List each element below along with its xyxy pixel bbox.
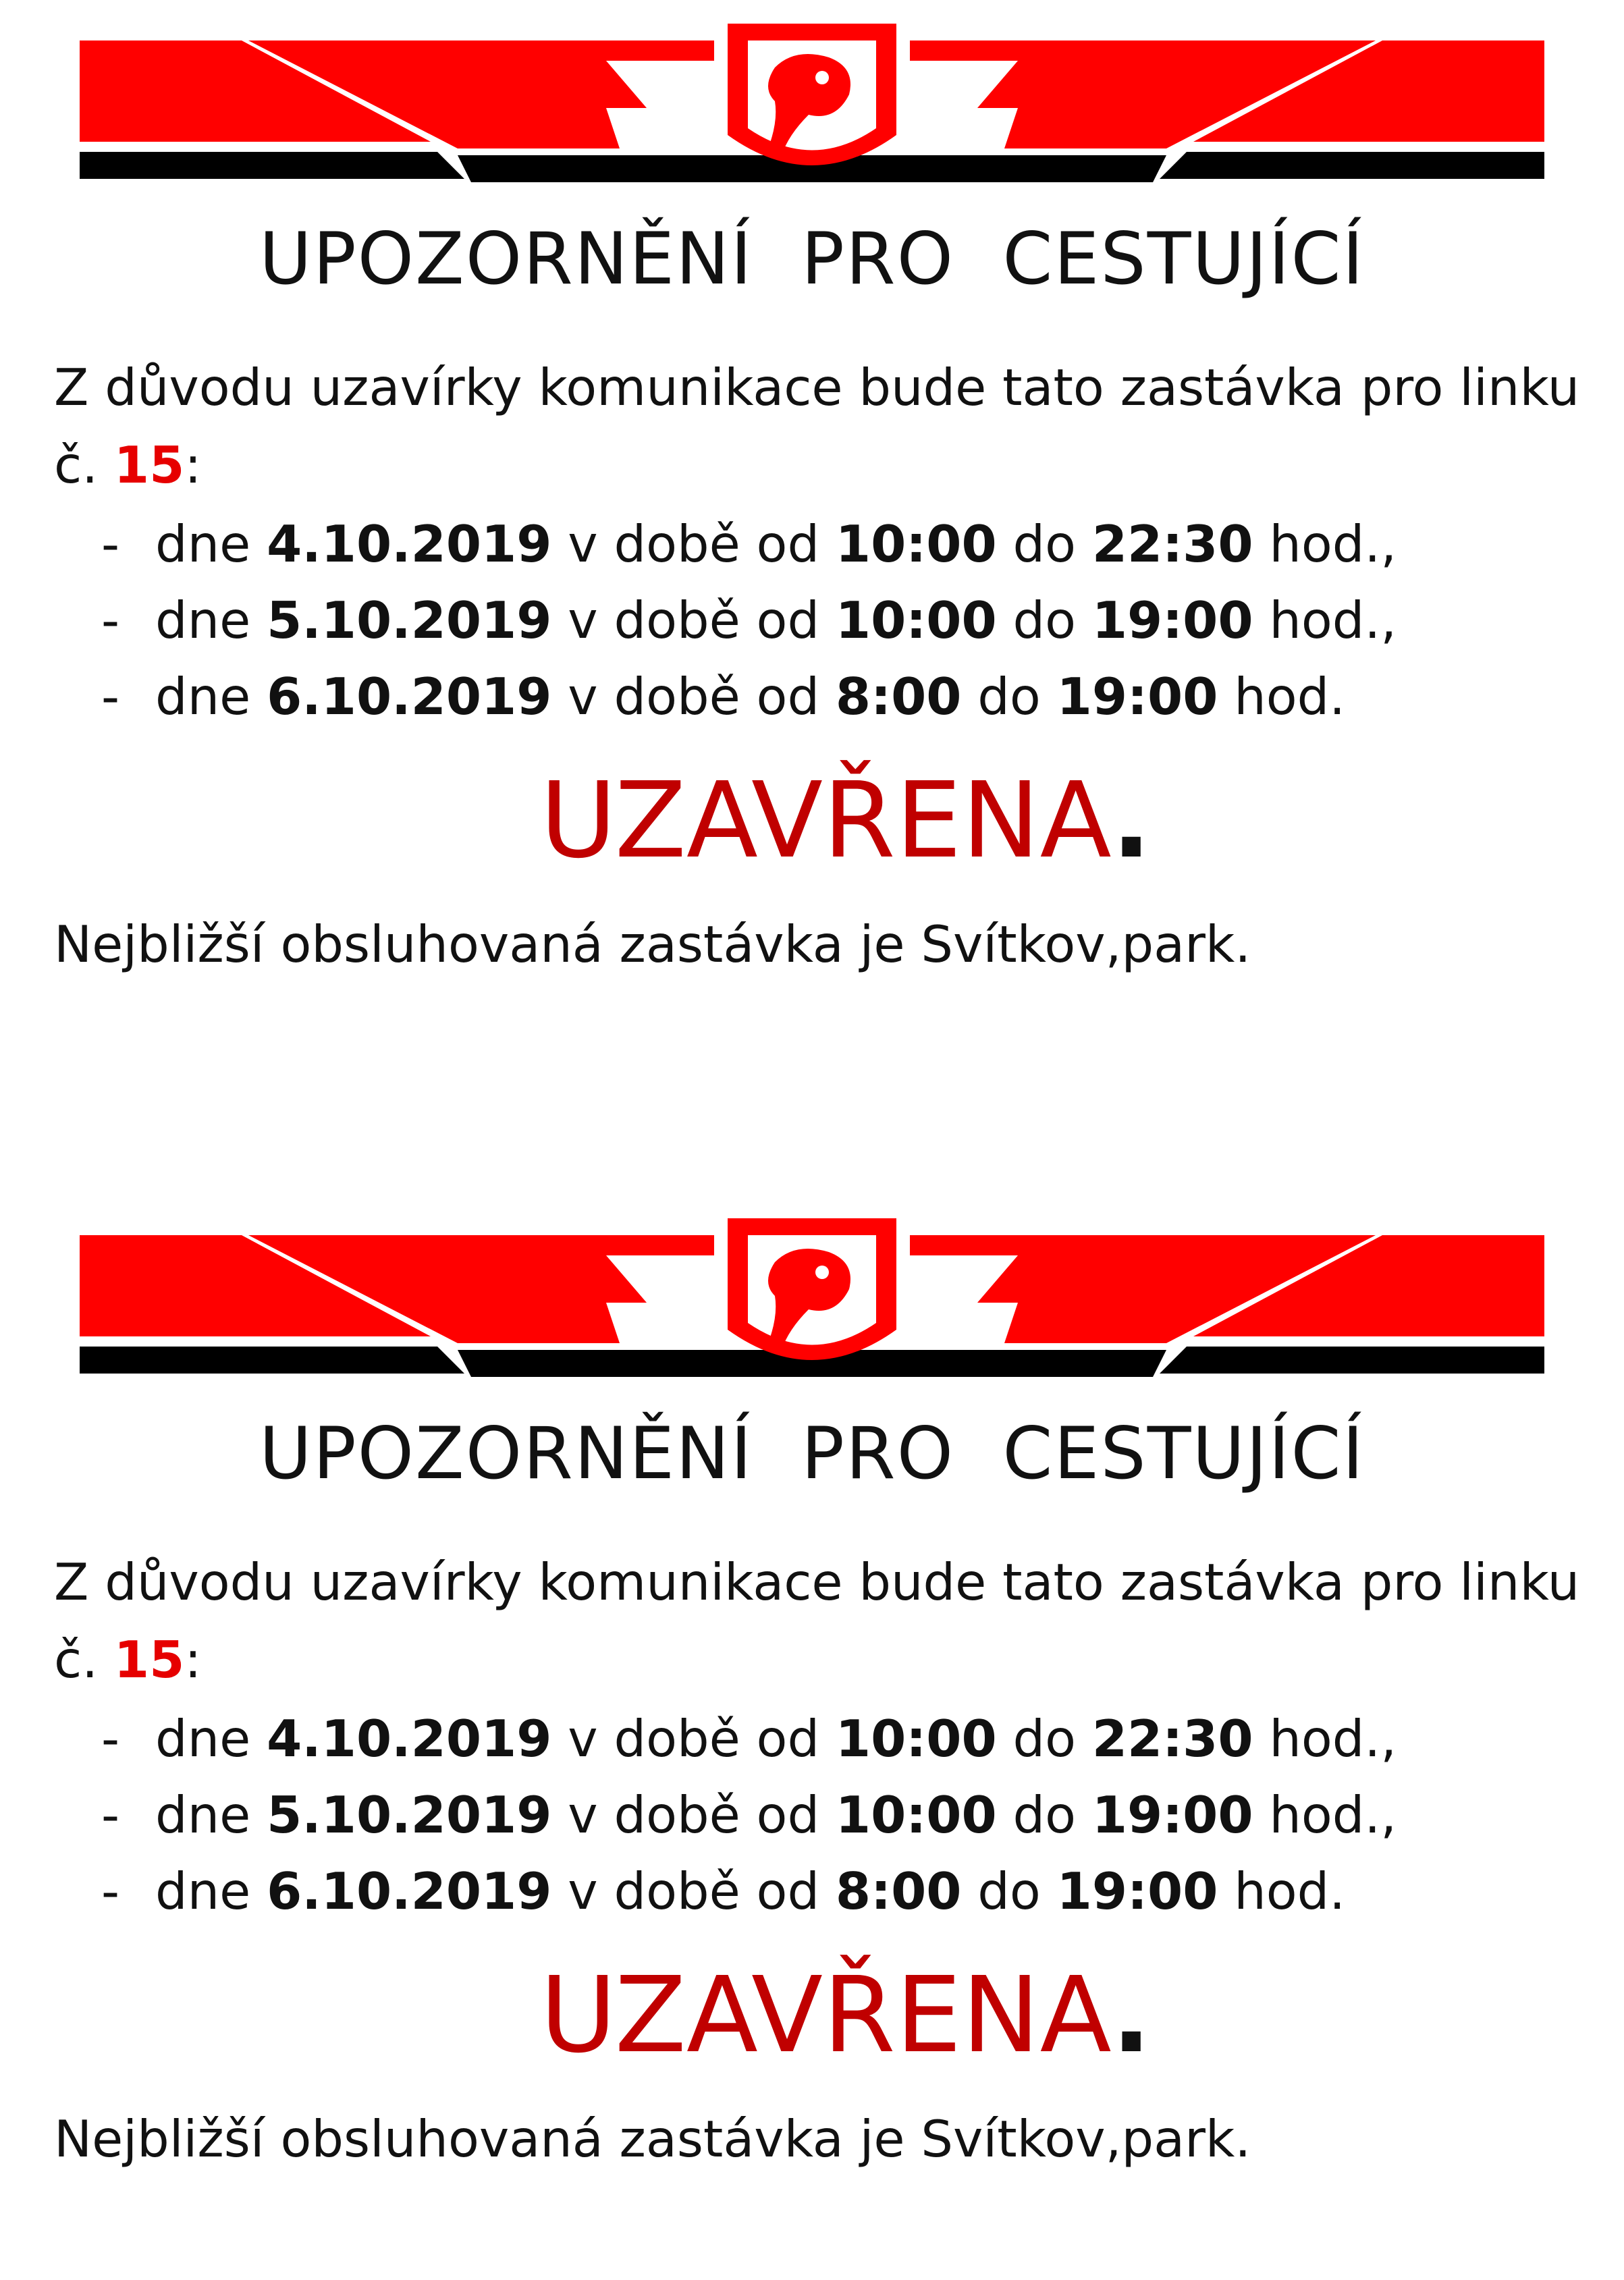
closure-date: 4.10.2019: [267, 514, 552, 574]
word-dne: dne: [155, 1785, 267, 1845]
time-from: 8:00: [835, 1862, 962, 1921]
word-hours: hod.: [1218, 667, 1346, 726]
word-hours: hod.,: [1253, 1709, 1397, 1768]
line-reference: [54, 1630, 202, 1689]
time-from: 8:00: [835, 667, 962, 726]
time-to: 19:00: [1091, 591, 1253, 650]
word-dne: dne: [155, 1709, 267, 1768]
bullet-dash: -: [101, 591, 120, 650]
word-dne: dne: [155, 591, 267, 650]
bullet-dash: -: [101, 1709, 120, 1768]
word-to: do: [996, 1785, 1092, 1845]
line-suffix: :: [184, 1630, 202, 1689]
intro-text: Z důvodu uzavírky komunikace bude tato zastávka pro linku: [54, 1552, 1580, 1612]
time-from: 10:00: [835, 1785, 997, 1845]
word-time-from: v době od: [551, 591, 836, 650]
line-number: 15: [113, 435, 185, 495]
bullet-dash: -: [101, 1785, 120, 1845]
time-to: 22:30: [1091, 1709, 1253, 1768]
closed-notice: [540, 759, 1152, 881]
schedule-item: [101, 666, 1397, 742]
bullet-dash: -: [101, 514, 120, 574]
line-suffix: :: [184, 435, 202, 495]
closure-schedule: [101, 513, 1397, 742]
word-to: do: [961, 667, 1057, 726]
word-hours: hod.,: [1253, 591, 1397, 650]
line-reference: [54, 435, 202, 495]
nearest-stop-text: Nejbližší obsluhovaná zastávka je Svítkov,park.: [54, 2109, 1251, 2169]
line-prefix: č.: [54, 435, 114, 495]
time-to: 19:00: [1056, 1862, 1218, 1921]
word-time-from: v době od: [551, 1709, 836, 1768]
closure-date: 6.10.2019: [267, 1862, 552, 1921]
closed-notice: [540, 1954, 1152, 2076]
closure-date: 4.10.2019: [267, 1709, 552, 1768]
intro-text: Z důvodu uzavírky komunikace bude tato zastávka pro linku: [54, 358, 1580, 417]
bullet-dash: -: [101, 1862, 120, 1921]
closure-date: 5.10.2019: [267, 591, 552, 650]
word-to: do: [996, 591, 1092, 650]
closed-word: UZAVŘENA: [540, 1954, 1112, 2076]
word-hours: hod.,: [1253, 514, 1397, 574]
word-hours: hod.,: [1253, 1785, 1397, 1845]
notice: [0, 1195, 1624, 2280]
schedule-item: [101, 1784, 1397, 1860]
closure-date: 6.10.2019: [267, 667, 552, 726]
word-dne: dne: [155, 514, 267, 574]
word-time-from: v době od: [551, 667, 836, 726]
word-to: do: [996, 514, 1092, 574]
closure-date: 5.10.2019: [267, 1785, 552, 1845]
closure-schedule: [101, 1708, 1397, 1936]
schedule-item: [101, 1860, 1397, 1936]
bullet-dash: -: [101, 667, 120, 726]
schedule-item: [101, 513, 1397, 589]
word-dne: dne: [155, 667, 267, 726]
word-hours: hod.: [1218, 1862, 1346, 1921]
closed-word: UZAVŘENA: [540, 759, 1112, 881]
word-time-from: v době od: [551, 514, 836, 574]
time-from: 10:00: [835, 1709, 997, 1768]
transport-company-emblem-icon: [80, 1215, 1544, 1384]
closed-dot: .: [1111, 759, 1152, 881]
notice: [0, 0, 1624, 1085]
word-dne: dne: [155, 1862, 267, 1921]
transport-company-emblem-icon: [80, 20, 1544, 189]
nearest-stop-text: Nejbližší obsluhovaná zastávka je Svítkov,park.: [54, 915, 1251, 974]
time-to: 19:00: [1091, 1785, 1253, 1845]
time-from: 10:00: [835, 514, 997, 574]
notice-title: UPOZORNĚNÍ PRO CESTUJÍCÍ: [259, 1412, 1365, 1495]
time-from: 10:00: [835, 591, 997, 650]
word-to: do: [996, 1709, 1092, 1768]
time-to: 19:00: [1056, 667, 1218, 726]
word-time-from: v době od: [551, 1785, 836, 1845]
word-to: do: [961, 1862, 1057, 1921]
word-time-from: v době od: [551, 1862, 836, 1921]
schedule-item: [101, 1708, 1397, 1784]
time-to: 22:30: [1091, 514, 1253, 574]
schedule-item: [101, 589, 1397, 666]
notice-title: UPOZORNĚNÍ PRO CESTUJÍCÍ: [259, 217, 1365, 300]
closed-dot: .: [1111, 1954, 1152, 2076]
line-prefix: č.: [54, 1630, 114, 1689]
line-number: 15: [113, 1630, 185, 1689]
